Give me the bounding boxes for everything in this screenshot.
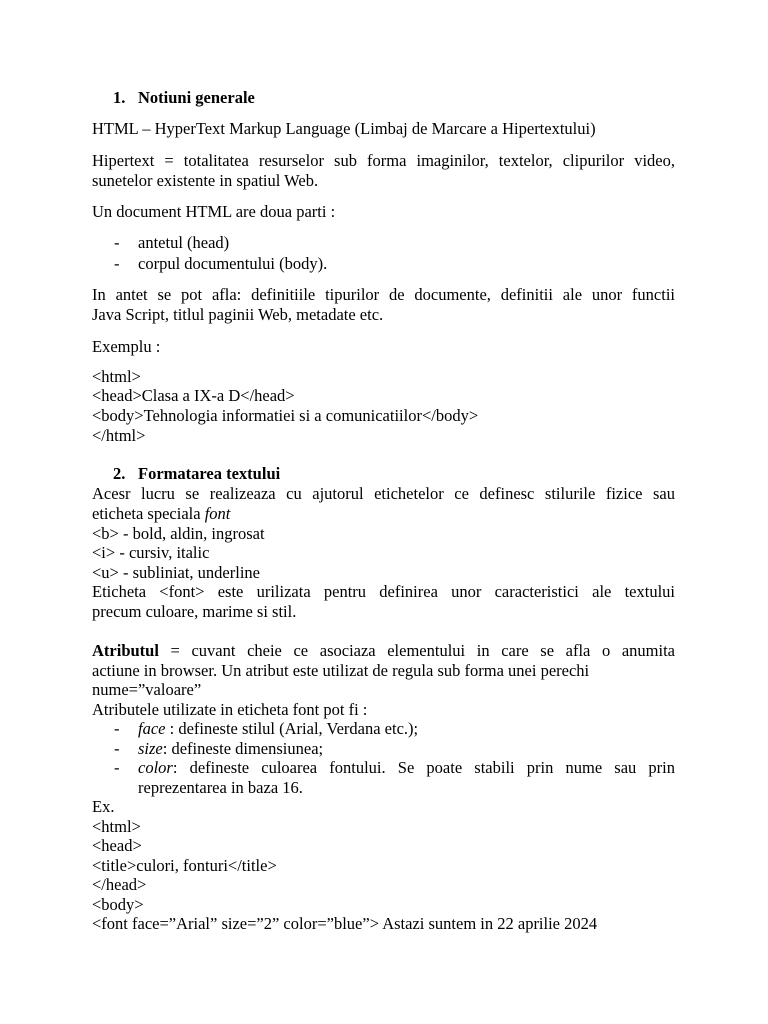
formatting-intro-text: eticheta speciala bbox=[92, 504, 205, 523]
hypertext-definition-line2: sunetelor existente in spatiul Web. bbox=[92, 171, 319, 190]
code-line: <html> bbox=[92, 817, 141, 836]
attr-color bbox=[138, 758, 675, 778]
attribute-definition-line1 bbox=[92, 641, 675, 661]
example-label: Exemplu : bbox=[92, 337, 161, 356]
font-italic-word: font bbox=[204, 504, 231, 523]
list-item-head: antetul (head) bbox=[138, 233, 230, 252]
attr-size bbox=[138, 739, 323, 759]
list-dash: - bbox=[114, 254, 120, 273]
code-line: <head> bbox=[92, 836, 142, 855]
head-contents-line1: In antet se pot afla: definitiile tipurilor de documente, definitii ale unor functii bbox=[92, 285, 675, 304]
attribute-definition-text: = cuvant cheie ce asociaza elementului in care se afla o anumita bbox=[158, 641, 675, 660]
attr-desc: : defineste stilul (Arial, Verdana etc.); bbox=[165, 719, 419, 738]
attr-name: color bbox=[138, 758, 173, 777]
code-line: <body> bbox=[92, 895, 144, 914]
list-item-body: corpul documentului (body). bbox=[138, 254, 328, 273]
code-line: <head>Clasa a IX-a D</head> bbox=[92, 386, 295, 405]
section1-heading: Notiuni generale bbox=[138, 88, 255, 107]
ex-label: Ex. bbox=[92, 797, 115, 816]
list-dash: - bbox=[114, 719, 120, 738]
list-dash: - bbox=[114, 739, 120, 758]
attribute-definition-line3: nume=”valoare” bbox=[92, 680, 202, 699]
attribute-term: Atributul bbox=[92, 641, 159, 660]
code-line: <title>culori, fonturi</title> bbox=[92, 856, 277, 875]
tag-underline: <u> - subliniat, underline bbox=[92, 563, 260, 582]
tag-italic: <i> - cursiv, italic bbox=[92, 543, 210, 562]
code-line: <body>Tehnologia informatiei si a comunicatiilor</body> bbox=[92, 406, 479, 425]
attr-desc: : defineste dimensiunea; bbox=[162, 739, 324, 758]
code-line: </html> bbox=[92, 426, 146, 445]
attr-desc: : defineste culoarea fontului. Se poate stabili prin nume sau prin bbox=[172, 758, 675, 777]
attr-name: size bbox=[138, 739, 163, 758]
attr-name: face bbox=[138, 719, 166, 738]
head-contents-line2: Java Script, titlul paginii Web, metadate etc. bbox=[92, 305, 384, 324]
code-line: <font face=”Arial” size=”2” color=”blue”> Astazi suntem in 22 aprilie 2024 bbox=[92, 914, 598, 933]
list-dash: - bbox=[114, 233, 120, 252]
code-line: <html> bbox=[92, 367, 141, 386]
attr-face bbox=[138, 719, 418, 739]
attr-color-line2: reprezentarea in baza 16. bbox=[138, 778, 303, 797]
attribute-definition-line2: actiune in browser. Un atribut este utilizat de regula sub forma unei perechi bbox=[92, 661, 590, 680]
font-tag-line1: Eticheta <font> este urilizata pentru definirea unor caracteristici ale textului bbox=[92, 582, 675, 601]
section2-number: 2. bbox=[113, 464, 126, 483]
attributes-intro: Atributele utilizate in eticheta font pot fi : bbox=[92, 700, 368, 719]
section1-number: 1. bbox=[113, 88, 126, 107]
section2-heading: Formatarea textului bbox=[138, 464, 281, 483]
font-tag-line2: precum culoare, marime si stil. bbox=[92, 602, 297, 621]
code-line: </head> bbox=[92, 875, 147, 894]
document-parts-intro: Un document HTML are doua parti : bbox=[92, 202, 336, 221]
html-definition: HTML – HyperText Markup Language (Limbaj de Marcare a Hipertextului) bbox=[92, 119, 596, 138]
formatting-intro-line2 bbox=[92, 504, 230, 524]
list-dash: - bbox=[114, 758, 120, 777]
tag-bold: <b> - bold, aldin, ingrosat bbox=[92, 524, 265, 543]
hypertext-definition-line1: Hipertext = totalitatea resurselor sub forma imaginilor, textelor, clipurilor video, bbox=[92, 151, 675, 170]
formatting-intro-line1: Acesr lucru se realizeaza cu ajutorul etichetelor ce definesc stilurile fizice sau bbox=[92, 484, 675, 503]
